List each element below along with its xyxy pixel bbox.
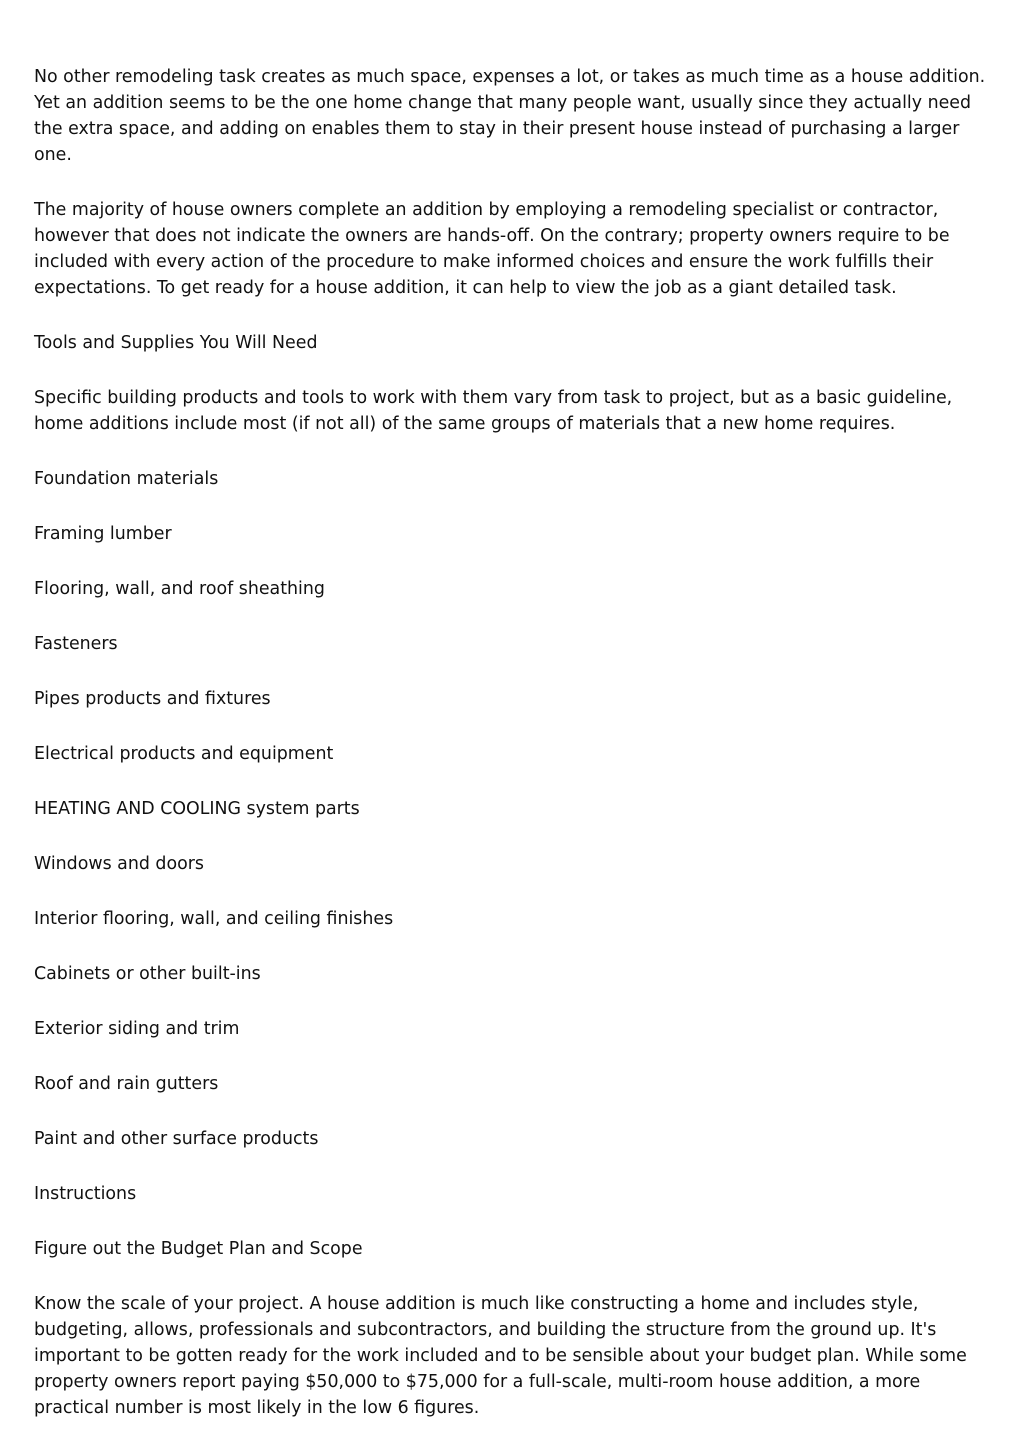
list-item-pipes: Pipes products and fixtures	[34, 689, 271, 709]
list-item-windows: Windows and doors	[34, 854, 204, 874]
list-item-fasteners: Fasteners	[34, 634, 118, 654]
list-item-framing: Framing lumber	[34, 524, 172, 544]
scale-paragraph: Know the scale of your project. A house addition is much like constructing a home and includes style, budgeting, allows, professionals and subcontractors, and building the structure from the ground up. It's important to be gotten ready for the work included and to be sensible about your budget plan. While some property owners report paying $50,000 to $75,000 for a full-scale, multi-room house addition, a more practical number is most likely in the low 6 figures.	[34, 1294, 967, 1418]
list-item-paint: Paint and other surface products	[34, 1129, 319, 1149]
list-item-sheathing: Flooring, wall, and roof sheathing	[34, 579, 325, 599]
list-item-cabinets: Cabinets or other built-ins	[34, 964, 261, 984]
list-item-hvac: HEATING AND COOLING system parts	[34, 799, 360, 819]
budget-heading: Figure out the Budget Plan and Scope	[34, 1239, 363, 1259]
tools-heading: Tools and Supplies You Will Need	[34, 333, 318, 353]
list-item-exterior: Exterior siding and trim	[34, 1019, 240, 1039]
intro-paragraph: No other remodeling task creates as much space, expenses a lot, or takes as much time as a house addition. Yet an addition seems to be the one home change that many people want, usually since they actually need the extra space, and adding on enables them to stay in their present house instead of purchasing a larger one.	[34, 67, 986, 165]
list-item-interior: Interior flooring, wall, and ceiling finishes	[34, 909, 394, 929]
list-item-foundation: Foundation materials	[34, 469, 219, 489]
list-item-roof: Roof and rain gutters	[34, 1074, 219, 1094]
instructions-heading: Instructions	[34, 1184, 137, 1204]
list-item-electrical: Electrical products and equipment	[34, 744, 334, 764]
materials-paragraph: Specific building products and tools to work with them vary from task to project, but as a basic guideline, home additions include most (if not all) of the same groups of materials that a new home requires.	[34, 388, 953, 434]
owners-paragraph: The majority of house owners complete an addition by employing a remodeling specialist or contractor, however that does not indicate the owners are hands-off. On the contrary; property owners require to be included with every action of the procedure to make informed choices and ensure the work fulfills their expectations. To get ready for a house addition, it can help to view the job as a giant detailed task.	[34, 200, 950, 298]
